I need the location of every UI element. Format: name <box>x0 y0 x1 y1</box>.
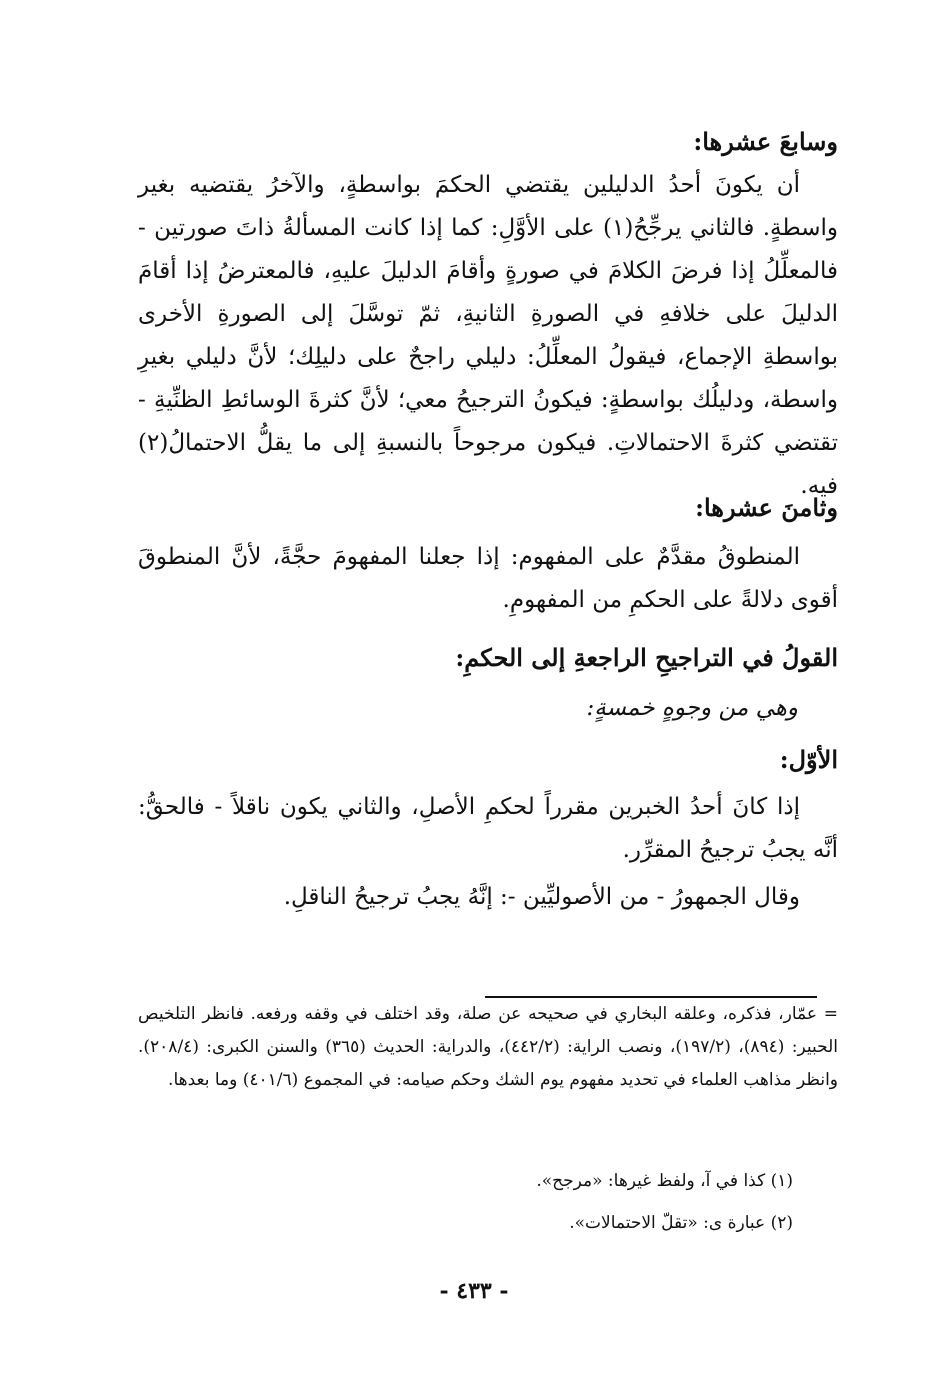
chapter-heading: القولُ في التراجيحِ الراجعةِ إلى الحكمِ: <box>455 643 838 672</box>
chapter-intro: وهي من وجوهٍ خمسةٍ: <box>586 695 798 721</box>
subheading-first: الأوّل: <box>779 745 838 774</box>
paragraph-majority: وقال الجمهورُ - من الأصوليِّين -: إنَّهُ يجبُ ترجيحُ الناقلِ. <box>283 884 800 910</box>
footnote-continuation: = عمّار، فذكره، وعلقه البخاري في صحيحه عن صلة، وقد اختلف في وقفه ورفعه. فانظر التلخيص الحبير: (٨٩٤)، (١٩٧/٢)، ونصب الراية: (٤٤٢/٢)، والدراية: الحديث (٣٦٥) والسنن الكبرى: (٢٠٨/٤). وانظر مذاهب العلماء في تحديد مفهوم يوم الشك وحكم صيامه: في المجموع (٤٠١/٦) وما بعدها. <box>138 1004 839 1090</box>
page-number: - ٤٣٣ - <box>439 1278 509 1304</box>
paragraph-17: أن يكونَ أحدُ الدليلين يقتضي الحكمَ بواسطةٍ، والآخرُ يقتضيه بغير واسطةٍ. فالثاني يرجِّحُ(١) على الأوَّلِ: كما إذا كانت المسألةُ ذاتَ صورتين - فالمعلِّلُ إذا فرضَ الكلامَ في صورةٍ وأقامَ الدليلَ عليهِ، فالمعترضُ إذا أقامَ الدليلَ على خلافهِ في الصورةِ الثانيةِ، ثمّ توسَّلَ إلى الصورةِ الأخرى بواسطةِ الإجماع، فيقولُ المعلِّلُ: دليلي راجحٌ على دليلِك؛ لأنَّ دليلي بغيرِ واسطة، ودليلُك بواسطةٍ: فيكونُ الترجيحُ معي؛ لأنَّ كثرةَ الوسائطِ الظنِّيةِ - تقتضي كثرةَ الاحتمالاتِ. فيكون مرجوحاً بالنسبةِ إلى ما يقلُّ الاحتمالُ(٢) فيه. <box>138 172 838 499</box>
paragraph-18: المنطوقُ مقدَّمٌ على المفهوم: إذا جعلنا المفهومَ حجَّةً، لأنَّ المنطوقَ أقوى دلالةً على الحكمِ من المفهومِ. <box>138 544 838 613</box>
footnote-2: (٢) عبارة ى: «تقلّ الاحتمالات». <box>569 1213 793 1233</box>
section-heading-18: وثامنَ عشرها: <box>695 493 838 522</box>
footnote-1: (١) كذا في آ، ولفظ غيرها: «مرجح». <box>536 1171 793 1191</box>
paragraph-first: إذا كانَ أحدُ الخبرين مقرراً لحكمِ الأصلِ، والثاني يكون ناقلاً - فالحقُّ: أنَّه يجبُ ترجيحُ المقرِّر. <box>138 794 838 863</box>
section-heading-17: وسابعَ عشرها: <box>693 127 838 156</box>
